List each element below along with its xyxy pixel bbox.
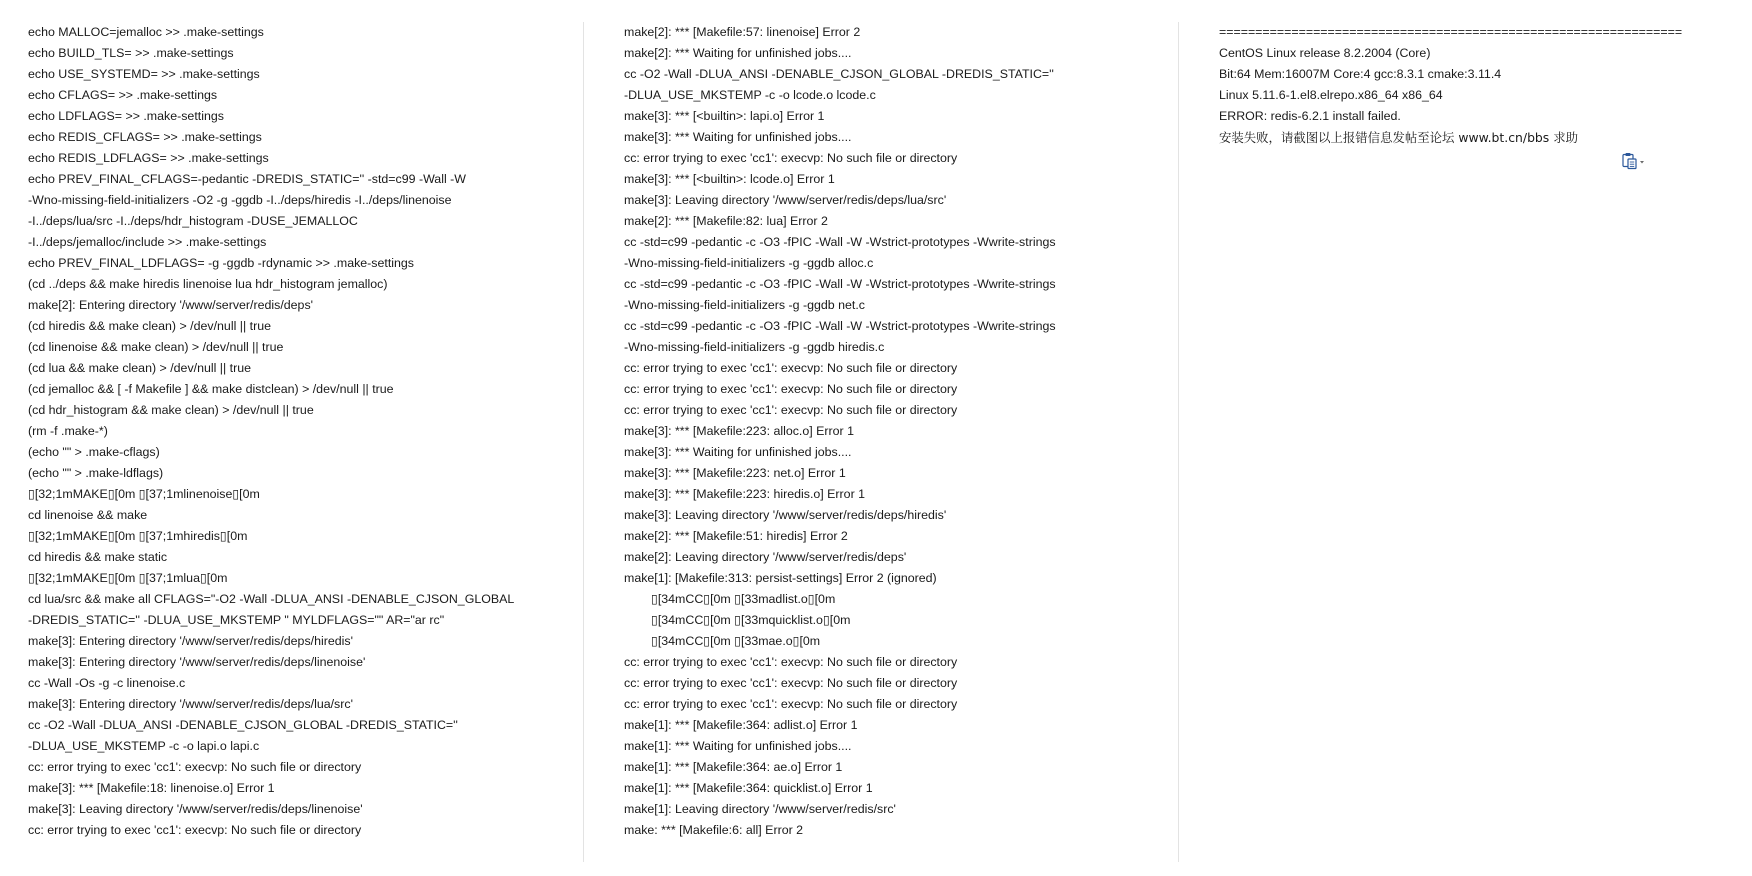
log-line: Linux 5.11.6-1.el8.elrepo.x86_64 x86_64 [1219,88,1443,102]
log-line: make[3]: Entering directory '/www/server/redis/deps/hiredis' [28,634,353,648]
log-line: (echo "" > .make-ldflags) [28,466,164,480]
log-line: -DLUA_USE_MKSTEMP -c -o lcode.o lcode.c [624,88,876,102]
log-line: -Wno-missing-field-initializers -O2 -g -ggdb -I../deps/hiredis -I../deps/linenoise [28,193,452,207]
log-line: cc -Wall -Os -g -c linenoise.c [28,676,186,690]
log-line: -DLUA_USE_MKSTEMP -c -o lapi.o lapi.c [28,739,260,753]
log-line: (cd hiredis && make clean) > /dev/null || true [28,319,272,333]
log-line: -I../deps/jemalloc/include >> .make-settings [28,235,267,249]
log-line: make[3]: *** [<builtin>: lapi.o] Error 1 [624,109,825,123]
log-line: CentOS Linux release 8.2.2004 (Core) [1219,46,1431,60]
log-line: make[3]: Leaving directory '/www/server/redis/deps/hiredis' [624,508,947,522]
log-line: echo REDIS_LDFLAGS= >> .make-settings [28,151,269,165]
log-line: cc: error trying to exec 'cc1': execvp: No such file or directory [624,697,958,711]
log-line: ERROR: redis-6.2.1 install failed. [1219,109,1401,123]
log-line: (cd jemalloc && [ -f Makefile ] && make distclean) > /dev/null || true [28,382,394,396]
log-line: make[3]: Leaving directory '/www/server/redis/deps/linenoise' [28,802,363,816]
log-line: (echo "" > .make-cflags) [28,445,160,459]
log-column-2 [624,22,1144,841]
log-line: (rm -f .make-*) [28,424,108,438]
log-line: cd linenoise && make [28,508,148,522]
log-line: 安装失败，请截图以上报错信息发帖至论坛 www.bt.cn/bbs 求助 [1219,130,1578,145]
log-line: cc: error trying to exec 'cc1': execvp: No such file or directory [624,655,958,669]
log-line: make[1]: *** [Makefile:364: quicklist.o] Error 1 [624,781,873,795]
log-line: ▯[34mCC▯[0m ▯[33mae.o▯[0m [651,634,821,648]
log-line: cc: error trying to exec 'cc1': execvp: No such file or directory [624,382,958,396]
log-line: make[2]: Entering directory '/www/server/redis/deps' [28,298,314,312]
log-line: cc -O2 -Wall -DLUA_ANSI -DENABLE_CJSON_GLOBAL -DREDIS_STATIC='' [28,718,458,732]
log-line: cc: error trying to exec 'cc1': execvp: No such file or directory [624,361,958,375]
paste-options-icon [1621,152,1647,170]
log-line: make[3]: *** [<builtin>: lcode.o] Error 1 [624,172,835,186]
log-line: -Wno-missing-field-initializers -g -ggdb alloc.c [624,256,874,270]
log-line: cd lua/src && make all CFLAGS="-O2 -Wall -DLUA_ANSI -DENABLE_CJSON_GLOBAL [28,592,515,606]
log-line: ▯[34mCC▯[0m ▯[33madlist.o▯[0m [651,592,836,606]
log-line: cd hiredis && make static [28,550,168,564]
log-line: ▯[32;1mMAKE▯[0m ▯[37;1mlinenoise▯[0m [28,487,260,501]
log-line: make[3]: Entering directory '/www/server/redis/deps/lua/src' [28,697,353,711]
log-line: -Wno-missing-field-initializers -g -ggdb hiredis.c [624,340,885,354]
log-line: make[3]: Leaving directory '/www/server/redis/deps/lua/src' [624,193,947,207]
log-line: make[2]: *** Waiting for unfinished jobs.... [624,46,852,60]
column-divider [583,22,584,862]
log-line: echo LDFLAGS= >> .make-settings [28,109,224,123]
log-line: make[1]: *** Waiting for unfinished jobs.... [624,739,852,753]
log-line: make[3]: *** Waiting for unfinished jobs.... [624,130,852,144]
log-line: make[1]: *** [Makefile:364: adlist.o] Error 1 [624,718,858,732]
log-line: echo PREV_FINAL_CFLAGS=-pedantic -DREDIS_STATIC='' -std=c99 -Wall -W [28,172,466,186]
log-line: echo PREV_FINAL_LDFLAGS= -g -ggdb -rdynamic >> .make-settings [28,256,415,270]
log-line: make[3]: *** [Makefile:223: net.o] Error 1 [624,466,846,480]
log-line: (cd hdr_histogram && make clean) > /dev/null || true [28,403,314,417]
column-divider [1178,22,1179,862]
log-line: cc: error trying to exec 'cc1': execvp: No such file or directory [624,403,958,417]
log-line: echo REDIS_CFLAGS= >> .make-settings [28,130,262,144]
log-line: cc: error trying to exec 'cc1': execvp: No such file or directory [28,823,362,837]
log-line: make[3]: *** [Makefile:223: alloc.o] Error 1 [624,424,855,438]
log-line: -Wno-missing-field-initializers -g -ggdb net.c [624,298,866,312]
paste-options-button[interactable] [1621,152,1647,170]
log-line: make[1]: Leaving directory '/www/server/redis/src' [624,802,896,816]
log-line: (cd lua && make clean) > /dev/null || true [28,361,252,375]
log-column-3 [1219,22,1719,148]
log-line: cc -std=c99 -pedantic -c -O3 -fPIC -Wall -W -Wstrict-prototypes -Wwrite-strings [624,319,1056,333]
log-line: echo BUILD_TLS= >> .make-settings [28,46,234,60]
log-line: make: *** [Makefile:6: all] Error 2 [624,823,804,837]
log-line: make[1]: [Makefile:313: persist-settings] Error 2 (ignored) [624,571,937,585]
log-line: make[2]: *** [Makefile:82: lua] Error 2 [624,214,828,228]
log-line: -I../deps/lua/src -I../deps/hdr_histogram -DUSE_JEMALLOC [28,214,358,228]
log-line: cc -std=c99 -pedantic -c -O3 -fPIC -Wall -W -Wstrict-prototypes -Wwrite-strings [624,235,1056,249]
log-line: echo MALLOC=jemalloc >> .make-settings [28,25,264,39]
log-line: Bit:64 Mem:16007M Core:4 gcc:8.3.1 cmake:3.11.4 [1219,67,1502,81]
log-line: cc: error trying to exec 'cc1': execvp: No such file or directory [624,151,958,165]
log-line: make[2]: Leaving directory '/www/server/redis/deps' [624,550,907,564]
log-line: cc: error trying to exec 'cc1': execvp: No such file or directory [28,760,362,774]
log-line: (cd ../deps && make hiredis linenoise lua hdr_histogram jemalloc) [28,277,388,291]
log-line: make[3]: Entering directory '/www/server/redis/deps/linenoise' [28,655,366,669]
separator-line: ================================================================ [1219,25,1683,39]
log-line: make[3]: *** [Makefile:223: hiredis.o] Error 1 [624,487,866,501]
log-column-1 [28,22,548,841]
log-line: -DREDIS_STATIC='' -DLUA_USE_MKSTEMP " MYLDFLAGS="" AR="ar rc" [28,613,445,627]
log-line: make[1]: *** [Makefile:364: ae.o] Error 1 [624,760,843,774]
log-line: (cd linenoise && make clean) > /dev/null || true [28,340,284,354]
log-line: ▯[34mCC▯[0m ▯[33mquicklist.o▯[0m [651,613,851,627]
log-line: make[2]: *** [Makefile:57: linenoise] Error 2 [624,25,861,39]
log-line: cc -O2 -Wall -DLUA_ANSI -DENABLE_CJSON_GLOBAL -DREDIS_STATIC='' [624,67,1054,81]
log-line: echo CFLAGS= >> .make-settings [28,88,218,102]
log-line: make[2]: *** [Makefile:51: hiredis] Error 2 [624,529,848,543]
log-line: echo USE_SYSTEMD= >> .make-settings [28,67,260,81]
log-line: cc -std=c99 -pedantic -c -O3 -fPIC -Wall -W -Wstrict-prototypes -Wwrite-strings [624,277,1056,291]
log-line: make[3]: *** Waiting for unfinished jobs.... [624,445,852,459]
log-line: ▯[32;1mMAKE▯[0m ▯[37;1mhiredis▯[0m [28,529,248,543]
log-line: cc: error trying to exec 'cc1': execvp: No such file or directory [624,676,958,690]
log-line: ▯[32;1mMAKE▯[0m ▯[37;1mlua▯[0m [28,571,228,585]
log-line: make[3]: *** [Makefile:18: linenoise.o] Error 1 [28,781,275,795]
